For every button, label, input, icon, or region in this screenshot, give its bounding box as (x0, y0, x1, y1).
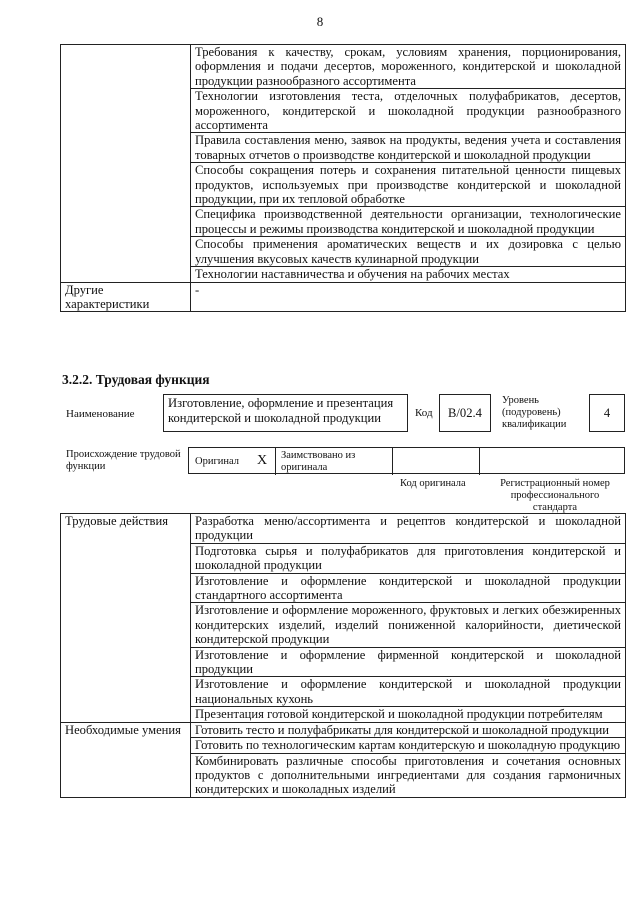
table-cell: Изготовление и оформление мороженного, фруктовых и легких обезжиренных кондитерских изделий, изделий пониженной калорийности, диетической кондитерской продукции (191, 603, 626, 647)
row-label (61, 45, 191, 283)
group-label: Необходимые умения (61, 722, 191, 797)
name-label: Наименование (66, 408, 135, 420)
other-characteristics-label: Другие характеристики (61, 282, 191, 312)
table-row (61, 722, 626, 737)
reg-number-caption: Регистрационный номер профессионального стандарта (500, 478, 610, 513)
origin-row (188, 447, 625, 474)
table-cell: Правила составления меню, заявок на продукты, ведения учета и составления товарных отчетов о производстве кондитерской и шоколадной продукции (191, 133, 626, 163)
group-label: Трудовые действия (61, 514, 191, 723)
knowledge-table (60, 44, 626, 312)
table-cell: Презентация готовой кондитерской и шоколадной продукции потребителям (191, 707, 626, 722)
code-value-box: B/02.4 (439, 394, 491, 432)
level-value-box: 4 (589, 394, 625, 432)
origin-label: Происхождение трудовой функции (66, 449, 181, 472)
labour-function-table (60, 513, 626, 798)
origin-divider (479, 448, 480, 475)
table-row (61, 45, 626, 89)
code-original-caption: Код оригинала (400, 478, 466, 489)
original-label: Оригинал (195, 456, 239, 467)
origin-divider (275, 448, 276, 475)
page-number: 8 (316, 14, 324, 29)
table-cell: Способы сокращения потерь и сохранения питательной ценности пищевых продуктов, используемых при производстве кондитерской и шоколадной продукции, при их тепловой обработке (191, 163, 626, 207)
table-cell: Специфика производственной деятельности организации, технологические процессы и режимы производства кондитерской и шоколадной продукции (191, 207, 626, 237)
function-name-box: Изготовление, оформление и презентация кондитерской и шоколадной продукции (163, 394, 408, 432)
original-mark: X (257, 453, 268, 468)
table-cell: Технологии наставничества и обучения на рабочих местах (191, 267, 626, 282)
section-heading: 3.2.2. Трудовая функция (62, 372, 210, 387)
table-row (61, 514, 626, 544)
table-cell: Разработка меню/ассортимента и рецептов кондитерской и шоколадной продукции (191, 514, 626, 544)
table-cell: Комбинировать различные способы приготовления и сочетания основных продуктов с дополнительными ингредиентами для создания гармоничных кондитерских и шоколадных изделий (191, 753, 626, 797)
table-cell: Готовить по технологическим картам кондитерскую и шоколадную продукцию (191, 738, 626, 753)
level-label: Уровень (подуровень) квалификации (502, 395, 567, 430)
table-row (61, 282, 626, 312)
labour-function-table-body (61, 514, 626, 798)
table-cell: Требования к качеству, срокам, условиям хранения, порционирования, оформления и подачи десертов, мороженного, кондитерской и шоколадной продукции разнообразного ассортимента (191, 45, 626, 89)
code-label: Код (415, 407, 433, 419)
table-cell: Изготовление и оформление кондитерской и шоколадной продукции стандартного ассортимента (191, 573, 626, 603)
borrowed-label: Заимствовано из оригинала (281, 450, 356, 473)
table-cell: Способы применения ароматических веществ и их дозировка с целью улучшения вкусовых качеств кулинарной продукции (191, 237, 626, 267)
table-cell: Подготовка сырья и полуфабрикатов для приготовления кондитерской и шоколадной продукции (191, 543, 626, 573)
table-cell: Изготовление и оформление фирменной кондитерской и шоколадной продукции (191, 647, 626, 677)
origin-divider (392, 448, 393, 475)
table-cell: Готовить тесто и полуфабрикаты для кондитерской и шоколадной продукции (191, 722, 626, 737)
knowledge-table-body (61, 45, 626, 312)
table-cell: Технологии изготовления теста, отделочных полуфабрикатов, десертов, мороженного, кондитерской и шоколадной продукции разнообразного ассортимента (191, 89, 626, 133)
other-characteristics-value: - (191, 282, 626, 312)
table-cell: Изготовление и оформление кондитерской и шоколадной продукции национальных кухонь (191, 677, 626, 707)
